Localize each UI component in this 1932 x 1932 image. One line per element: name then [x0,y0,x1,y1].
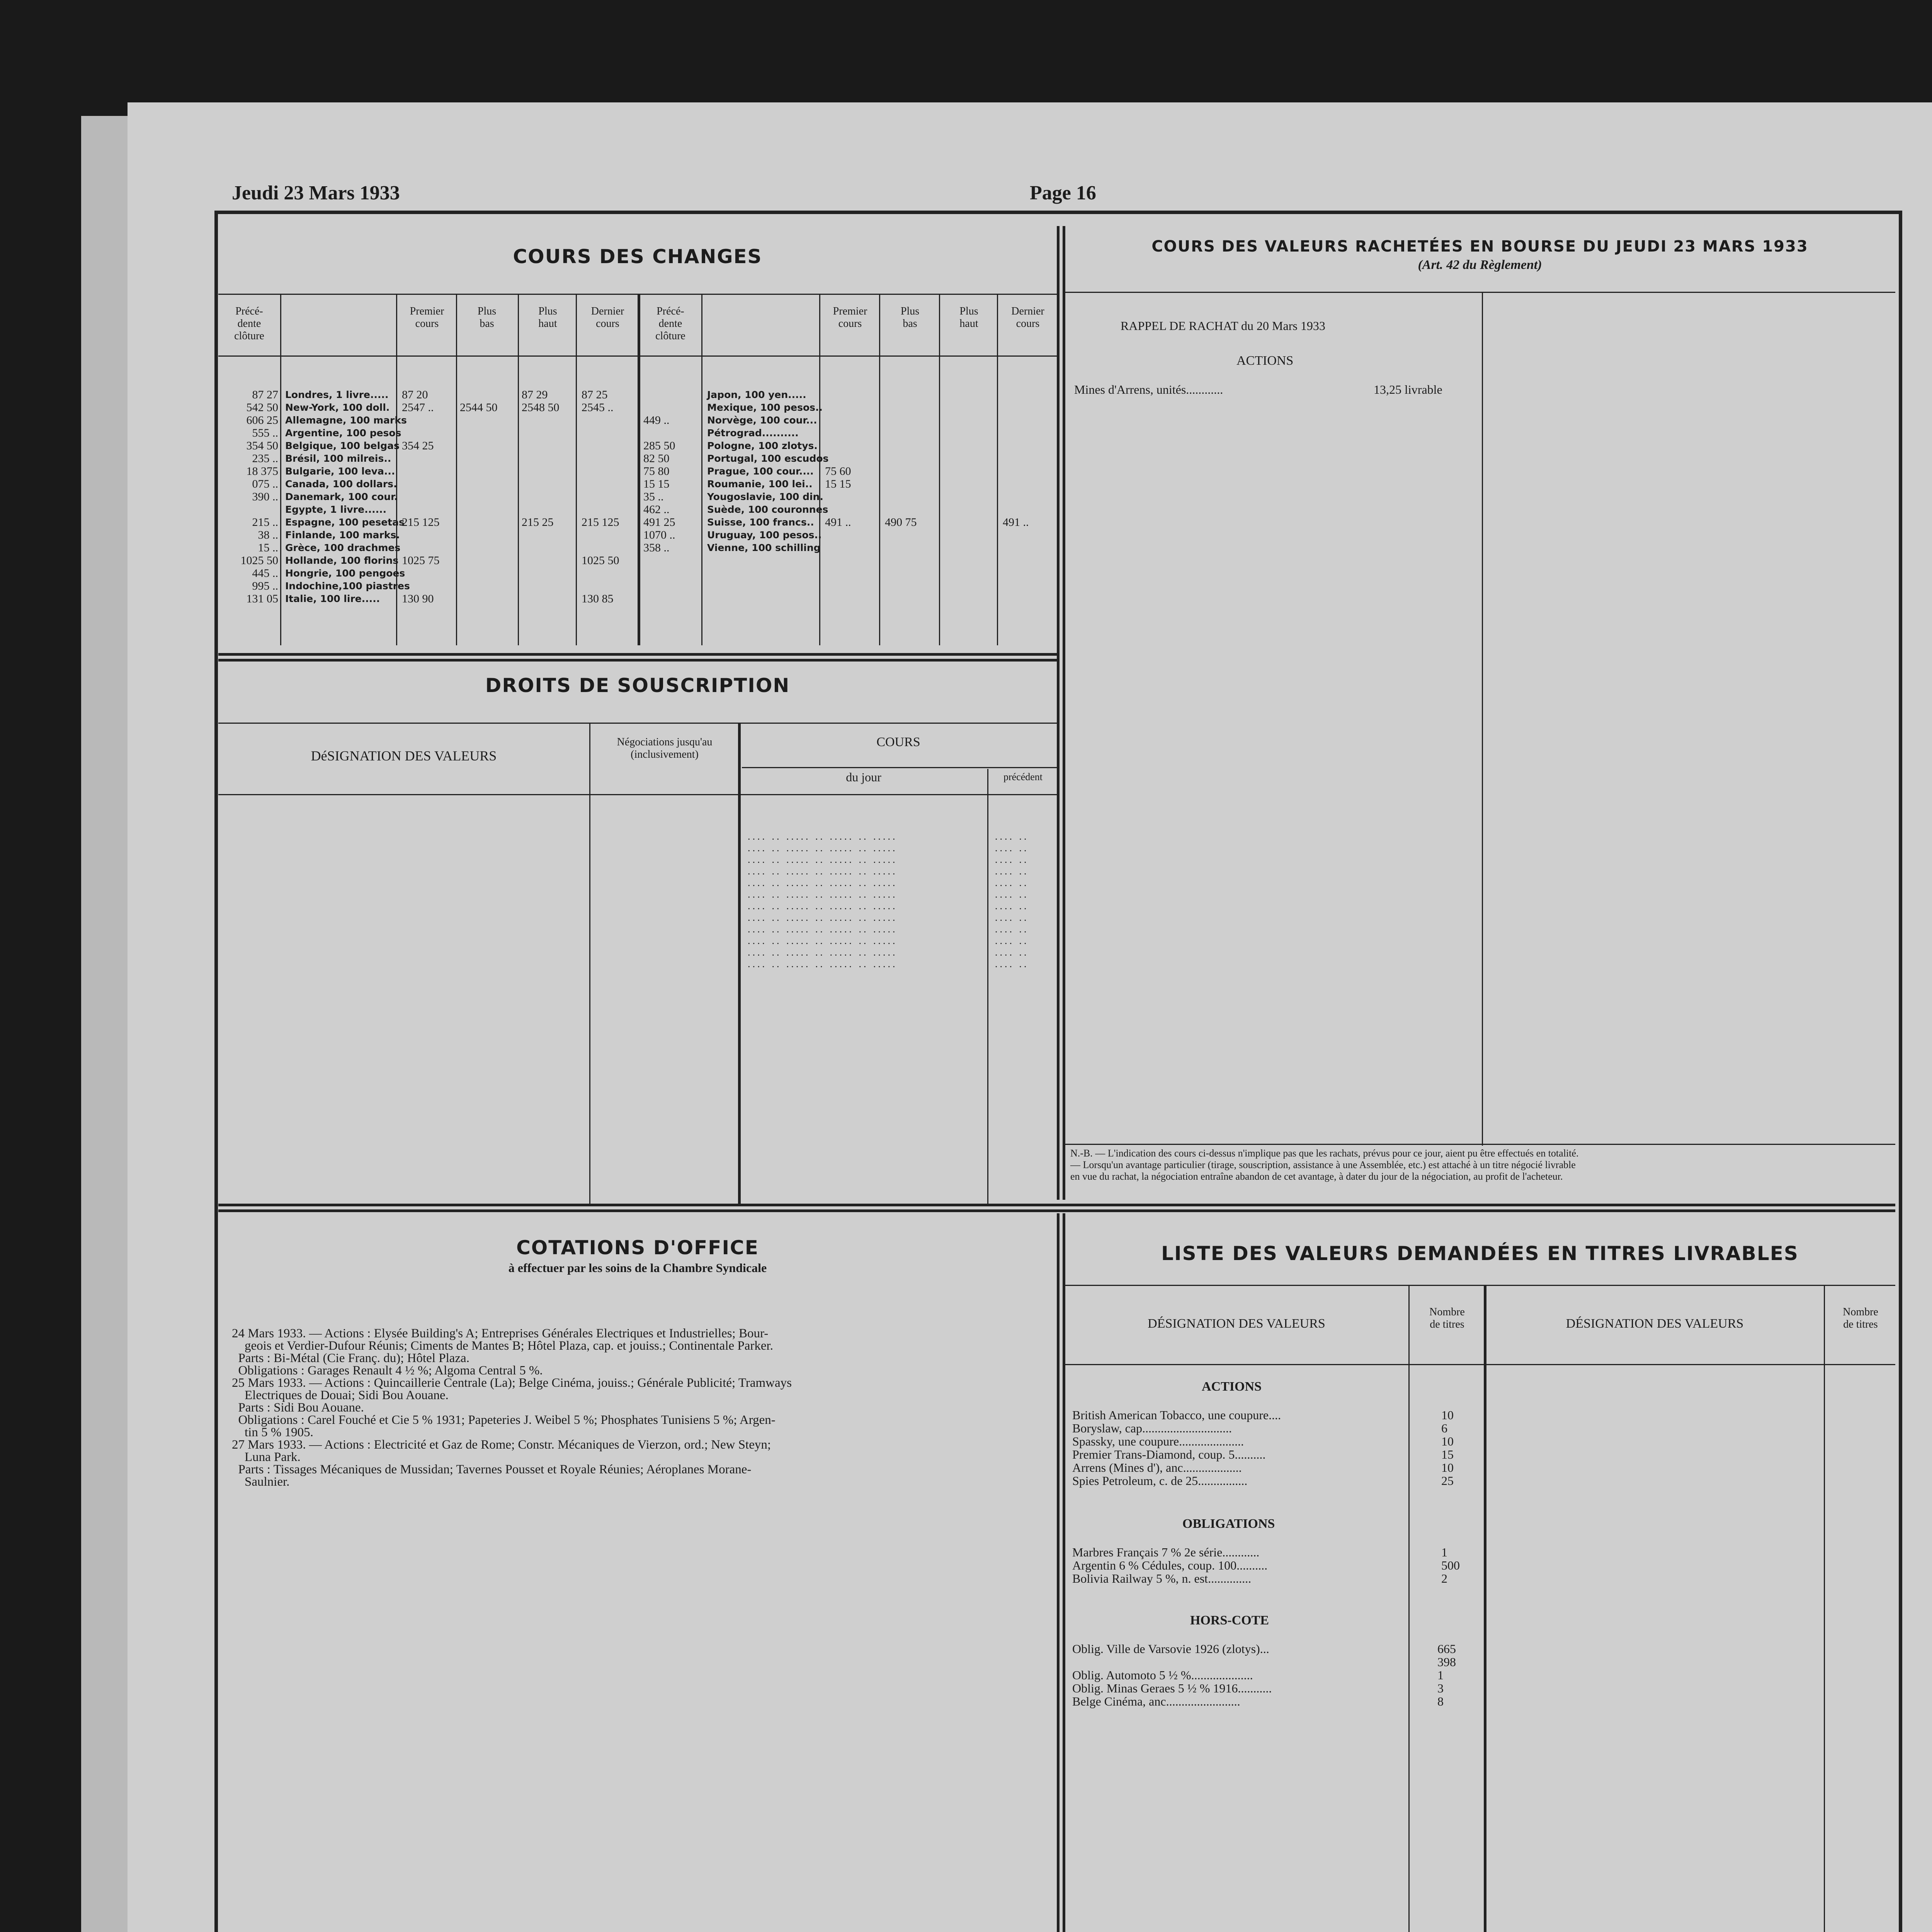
col-precedent: précédent [1003,771,1043,782]
col-designation-2: DÉSIGNATION DES VALEURS [1566,1316,1744,1331]
col-header: Premier cours [410,305,444,330]
rachetees-actions-label: ACTIONS [1236,354,1294,368]
rule [879,294,880,645]
empty-rows: .... .. ..... .. ..... .. ..... .... .. ..... .. ..... .. ..... .... .. ..... .. ..... .. ..... .... .. ..... .. ..... .. ..... .... .. ..... .. ..... .. ..... .... .. ..... .. ..... .. ..... .... .. ..... .. ..... .. ..... .... .. ..... .. ..... .. ..... .... .. ..... .. ..... .. ..... .... .. ..... .. ..... .. ..... .... .. ..... .. ..... .. ..... .... .. ..... .. ..... .. ..... [748,831,898,969]
rule [742,767,1057,768]
col-header: Dernier cours [591,305,624,330]
changes-prev-left: 87 27 542 50 606 25 555 .. 354 50 235 .. 18 375 075 .. 390 .. 215 .. 38 .. 15 .. 1025 50 445 .. 995 .. 131 05 [240,388,278,605]
col-header: Plus bas [900,305,920,330]
rachetees-nb: N.-B. — L'indication des cours ci-dessus n'implique pas que les rachats, prévus pour ce jour, aient pu être effectués en totalité. — Lorsqu'un avantage particulier (tirage, souscription, assistance à une Assemblée, etc.) est attaché à un titre négocié livrable en vue du rachat, la négociation entraîne abandon de cet avantage, à dater du jour de la négociation, au profit de l'acheteur. [1070,1148,1579,1182]
col-cours: COURS [876,735,920,749]
rule [218,794,1057,795]
rule [987,769,988,1204]
rule [1484,1285,1486,1932]
rachetees-line: Mines d'Arrens, unités............ [1074,383,1223,396]
col-designation: DéSIGNATION DES VALEURS [311,748,497,764]
col-du-jour: du jour [846,770,881,784]
changes-names-right: Japon, 100 yen..... Mexique, 100 pesos.. Norvège, 100 cour... Pétrograd.......... Pologne, 100 zlotys. Portugal, 100 escudos Prague, 100 cour.... Roumanie, 100 lei.. Yougoslavie, 100 din. Suède, 100 couronnes Suisse, 100 francs.. Uruguay, 100 pesos.. Vienne, 100 schilling [707,389,829,553]
livrables-oblig-label: OBLIGATIONS [1182,1517,1275,1531]
office-title: COTATIONS D'OFFICE [516,1236,759,1259]
rappel-rachat: RAPPEL DE RACHAT du 20 Mars 1933 [1121,319,1325,333]
livrables-hc-label: HORS-COTE [1190,1613,1269,1628]
col-header: Précé- dente clôture [655,305,685,342]
office-text: 24 Mars 1933. — Actions : Elysée Building's A; Entreprises Générales Electriques et Industrielles; Bour- geois et Verdier-Dufour Réunis; Ciments de Mantes B; Hôtel Plaza, cap. et jouiss.; Continentale Parker. Parts : Bi-Métal (Cie Franç. du); Hôtel Plaza. Obligations : Garages Renault 4 ½ %; Algoma Central 5 %. 25 Mars 1933. — Actions : Quincaillerie Centrale (La); Belge Cinéma, jouiss.; Générale Publicité; Tramways Electriques de Douai; Sidi Bou Aouane. Parts : Sidi Bou Aouane. Obligations : Carel Fouché et Cie 5 % 1931; Papeteries J. Weibel 5 %; Phosphates Tunisiens 5 %; Argen- tin 5 % 1905. 27 Mars 1933. — Actions : Electricité et Gaz de Rome; Constr. Mécaniques de Vierzon, ord.; New Steyn; Luna Park. Parts : Tissages Mécaniques de Mussidan; Tavernes Pousset et Royale Réunies; Aéroplanes Morane- Saulnier. [232,1327,792,1489]
col-nombre-2: Nombre de titres [1843,1306,1878,1330]
divider [218,1209,1895,1212]
page-date: Jeudi 23 Mars 1933 [232,182,400,204]
livrables-actions: British American Tobacco, une coupure.... Boryslaw, cap............................. Spassky, une coupure..................... Premier Trans-Diamond, coup. 5.......... Arrens (Mines d'), anc................... Spies Petroleum, c. de 25................ [1072,1408,1281,1488]
livrables-hc-n: 665 398 1 3 8 [1437,1642,1456,1708]
changes-dernier-right: 491 .. [1003,516,1029,529]
divider [218,653,1057,656]
divider [1057,1213,1060,1932]
col-header: Plus haut [538,305,557,330]
col-nombre: Nombre de titres [1429,1306,1465,1330]
livrables-title: LISTE DES VALEURS DEMANDÉES EN TITRES LIVRABLES [1161,1242,1799,1265]
rachetees-title: COURS DES VALEURS RACHETÉES EN BOURSE DU JEUDI 23 MARS 1933 [1151,238,1808,255]
changes-dernier-left: 87 25 2545 .. 215 125 1025 50 130 85 [582,388,619,605]
rule [638,294,640,645]
changes-premier-left: 87 20 2547 .. 354 25 215 125 1025 75 130 90 [402,388,440,605]
rule [701,294,702,645]
col-header: Précé- dente clôture [234,305,264,342]
rule [738,723,741,1204]
rule [1063,1285,1895,1286]
divider [218,659,1057,662]
rule [1063,1144,1895,1145]
rachetees-value: 13,25 livrable [1374,383,1442,396]
col-header: Plus bas [477,305,497,330]
rule [518,294,519,645]
rule [589,723,590,1204]
rule [1063,1364,1895,1365]
rule [997,294,998,645]
livrables-oblig-n: 1 500 2 [1441,1545,1460,1585]
rule [576,294,577,645]
livrables-actions-n: 10 6 10 15 10 25 [1441,1408,1454,1488]
col-header: Plus haut [959,305,978,330]
rule [456,294,457,645]
changes-bas-right: 490 75 [885,516,917,529]
rule [1824,1285,1825,1932]
page-number: Page 16 [1030,182,1096,204]
changes-prev-right: 449 .. 285 50 82 50 75 80 15 15 35 .. 462 .. 491 25 1070 .. 358 .. [643,414,675,554]
livrables-oblig: Marbres Français 7 % 2e série............ Argentin 6 % Cédules, coup. 100.......... Bolivia Railway 5 %, n. est.............. [1072,1545,1268,1585]
rule [939,294,940,645]
col-designation: DÉSIGNATION DES VALEURS [1148,1316,1325,1331]
livrables-actions-label: ACTIONS [1202,1379,1262,1394]
divider [218,1204,1895,1206]
rule [1063,292,1895,293]
office-subtitle: à effectuer par les soins de la Chambre Syndicale [508,1261,767,1275]
changes-premier-right: 75 60 15 15 491 .. [825,465,851,529]
divider [1063,226,1065,1200]
empty-rows: .... .. .... .. .... .. .... .. .... .. .... .. .... .. .... .. .... .. .... .. .... .. .... .. [995,831,1029,969]
changes-names-left: Londres, 1 livre..... New-York, 100 doll. Allemagne, 100 marks Argentine, 100 pesos Belgique, 100 belgas Brésil, 100 milreis.. Bulgarie, 100 leva... Canada, 100 dollars. Danemark, 100 cour. Egypte, 1 livre...... Espagne, 100 pesetas Finlande, 100 marks. Grèce, 100 drachmes Hollande, 100 florins Hongrie, 100 pengoes Indochine,100 piastres Italie, 100 lire..... [285,389,410,604]
col-header: Dernier cours [1011,305,1044,330]
underlying-page-edge [81,116,135,1932]
divider [1063,1213,1065,1932]
rule [1482,292,1483,1146]
col-header: Premier cours [833,305,867,330]
changes-title: COURS DES CHANGES [513,245,762,268]
rule [280,294,281,645]
divider [1057,226,1060,1200]
souscription-title: DROITS DE SOUSCRIPTION [485,674,790,697]
col-negociations: Négociations jusqu'au (inclusivement) [617,736,713,760]
rule [218,723,1057,724]
changes-bas-left: 2544 50 [460,401,498,414]
changes-haut-left: 87 29 2548 50 215 25 [522,388,560,529]
livrables-hc: Oblig. Ville de Varsovie 1926 (zlotys)... Oblig. Automoto 5 ½ %.................... Oblig. Minas Geraes 5 ½ % 1916........... Belge Cinéma, anc........................ [1072,1642,1272,1708]
rachetees-subtitle: (Art. 42 du Règlement) [1418,258,1542,272]
rule [1408,1285,1410,1932]
